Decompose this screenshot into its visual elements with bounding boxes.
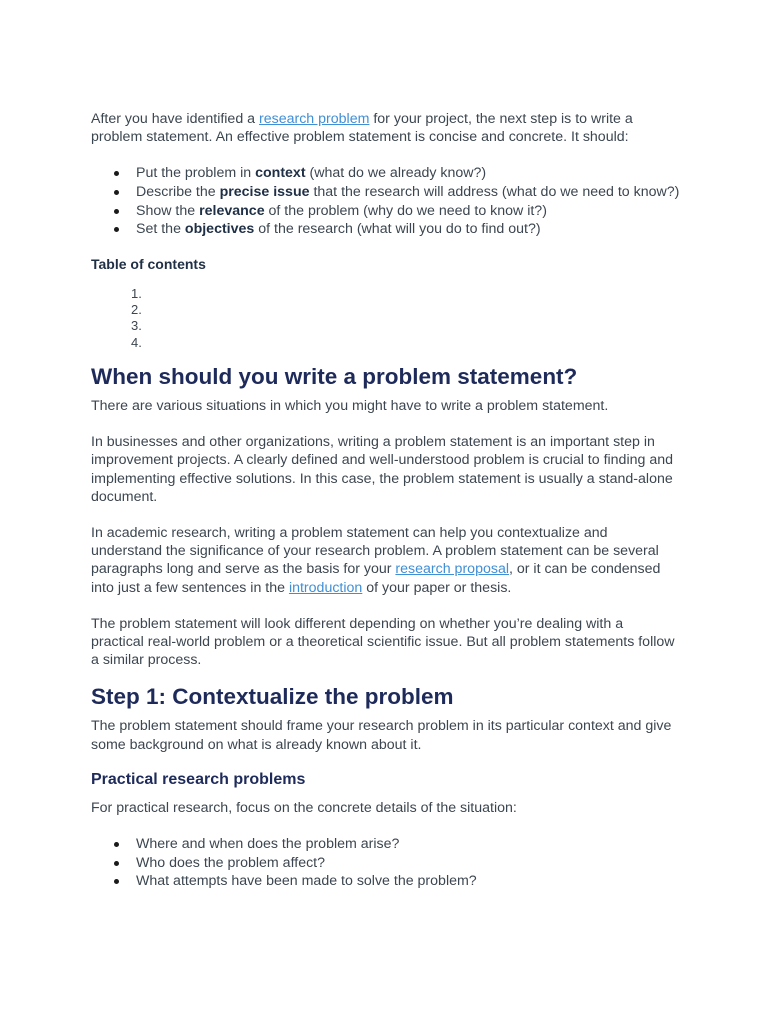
list-item: Where and when does the problem arise? xyxy=(91,835,691,854)
toc-item[interactable]: 3. xyxy=(131,318,142,334)
toc-item[interactable]: 1. xyxy=(131,285,142,301)
research-problem-link[interactable]: research problem xyxy=(259,111,370,127)
section1-paragraph-4: The problem statement will look different depending on whether you’re dealing with a practical real-world problem or a theoretical scientific issue. But all problem statements follow a similar process. xyxy=(91,615,675,669)
section2-paragraph-1: The problem statement should frame your research problem in its particular context and give some background on what is already known about it. xyxy=(91,718,672,753)
toc-title: Table of contents xyxy=(91,255,206,272)
section1-paragraph-1: There are various situations in which you might have to write a problem statement. xyxy=(91,397,609,414)
section2-paragraph-2: For practical research, focus on the concrete details of the situation: xyxy=(91,799,517,816)
list-item: Who does the problem affect? xyxy=(91,854,691,873)
intro-bullet-list xyxy=(91,164,681,238)
toc-item[interactable]: 4. xyxy=(131,334,142,350)
list-item: Show the relevance of the problem (why do we need to know it?) xyxy=(91,202,681,221)
introduction-link[interactable]: introduction xyxy=(288,579,363,596)
subheading-practical-research: Practical research problems xyxy=(91,770,306,788)
toc-list xyxy=(91,286,691,351)
intro-text: After you have identified a xyxy=(91,111,259,127)
list-item: Set the objectives of the research (what will you do to find out?) xyxy=(91,220,681,239)
section-heading-step1: Step 1: Contextualize the problem xyxy=(91,684,454,710)
list-item: Put the problem in context (what do we already know?) xyxy=(91,164,681,183)
intro-paragraph xyxy=(91,110,676,146)
toc-item[interactable]: 2. xyxy=(131,302,142,318)
list-item: What attempts have been made to solve the problem? xyxy=(91,872,691,891)
practical-bullet-list xyxy=(91,835,691,891)
intro-text-rest: for your project, the next step is to write a problem statement. An effective problem statement is concise and concrete. It should: xyxy=(91,111,633,146)
research-proposal-link[interactable]: research proposal xyxy=(395,561,509,578)
section1-paragraph-3: In academic research, writing a problem statement can help you contextualize and understand the significance of your research problem. A problem statement can be several paragraphs long and serve as the basis for your research proposal, or it can be condensed into just a few sentences in the introduction of your paper or thesis. xyxy=(91,524,661,596)
list-item: Describe the precise issue that the research will address (what do we need to know?) xyxy=(91,183,681,202)
section1-paragraph-2: In businesses and other organizations, writing a problem statement is an important step in improvement projects. A clearly defined and well-understood problem is crucial to finding and implementing effective solutions. In this case, the problem statement is usually a stand-alone document. xyxy=(91,434,673,505)
document-body xyxy=(91,110,691,891)
section-heading-when: When should you write a problem statement? xyxy=(91,363,578,389)
